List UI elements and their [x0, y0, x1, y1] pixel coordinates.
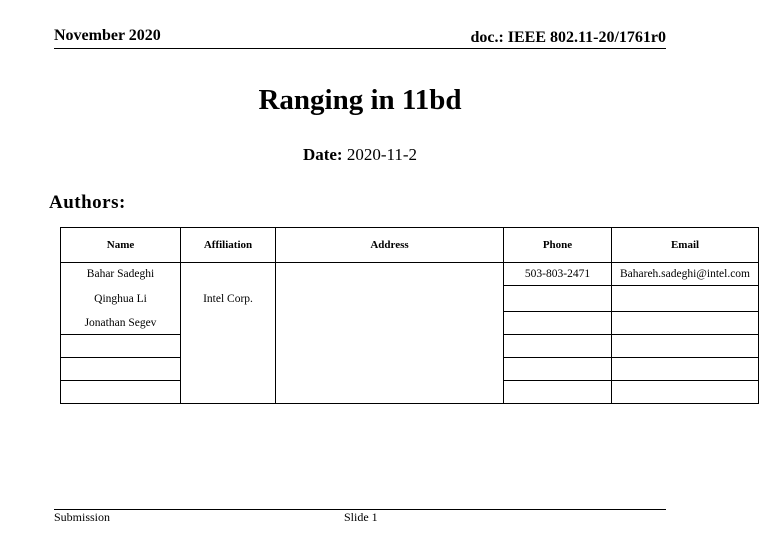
slide-title: Ranging in 11bd — [258, 84, 462, 116]
date-line — [0, 145, 720, 165]
cell-email — [612, 335, 759, 358]
table-row — [61, 286, 759, 312]
cell-name — [61, 381, 181, 404]
col-header-address: Address — [276, 228, 504, 263]
cell-name: Qinghua Li — [61, 286, 181, 312]
cell-phone: 503-803-2471 — [504, 263, 612, 286]
header-date: November 2020 — [54, 27, 161, 44]
authors-table — [60, 227, 759, 404]
table-row — [61, 312, 759, 335]
table-row — [61, 335, 759, 358]
cell-address — [276, 381, 504, 404]
cell-phone — [504, 358, 612, 381]
cell-affiliation — [181, 335, 276, 358]
date-label: Date: — [302, 145, 343, 164]
table-row — [61, 358, 759, 381]
header-rule — [54, 48, 666, 49]
cell-affiliation: Intel Corp. — [181, 286, 276, 312]
cell-name: Bahar Sadeghi — [61, 263, 181, 286]
cell-affiliation — [181, 381, 276, 404]
cell-address — [276, 286, 504, 312]
cell-address — [276, 312, 504, 335]
cell-email: Bahareh.sadeghi@intel.com — [612, 263, 759, 286]
cell-name — [61, 358, 181, 381]
cell-phone — [504, 381, 612, 404]
cell-email — [612, 286, 759, 312]
footer-submission: Submission — [54, 510, 111, 524]
cell-name: Jonathan Segev — [61, 312, 181, 335]
cell-email — [612, 381, 759, 404]
table-row — [61, 263, 759, 286]
col-header-phone: Phone — [504, 228, 612, 263]
col-header-affiliation: Affiliation — [181, 228, 276, 263]
table-row — [61, 381, 759, 404]
cell-affiliation — [181, 358, 276, 381]
footer-slide-number: Slide 1 — [344, 510, 378, 524]
cell-phone — [504, 335, 612, 358]
date-value: 2020-11-2 — [346, 145, 418, 164]
authors-heading: Authors: — [49, 192, 126, 213]
cell-phone — [504, 312, 612, 335]
cell-address — [276, 335, 504, 358]
cell-affiliation — [181, 263, 276, 286]
cell-email — [612, 312, 759, 335]
cell-email — [612, 358, 759, 381]
cell-address — [276, 263, 504, 286]
table-header-row — [61, 228, 759, 263]
col-header-name: Name — [61, 228, 181, 263]
cell-address — [276, 358, 504, 381]
cell-name — [61, 335, 181, 358]
cell-affiliation — [181, 312, 276, 335]
col-header-email: Email — [612, 228, 759, 263]
header-doc-id: doc.: IEEE 802.11-20/1761r0 — [470, 29, 666, 46]
cell-phone — [504, 286, 612, 312]
